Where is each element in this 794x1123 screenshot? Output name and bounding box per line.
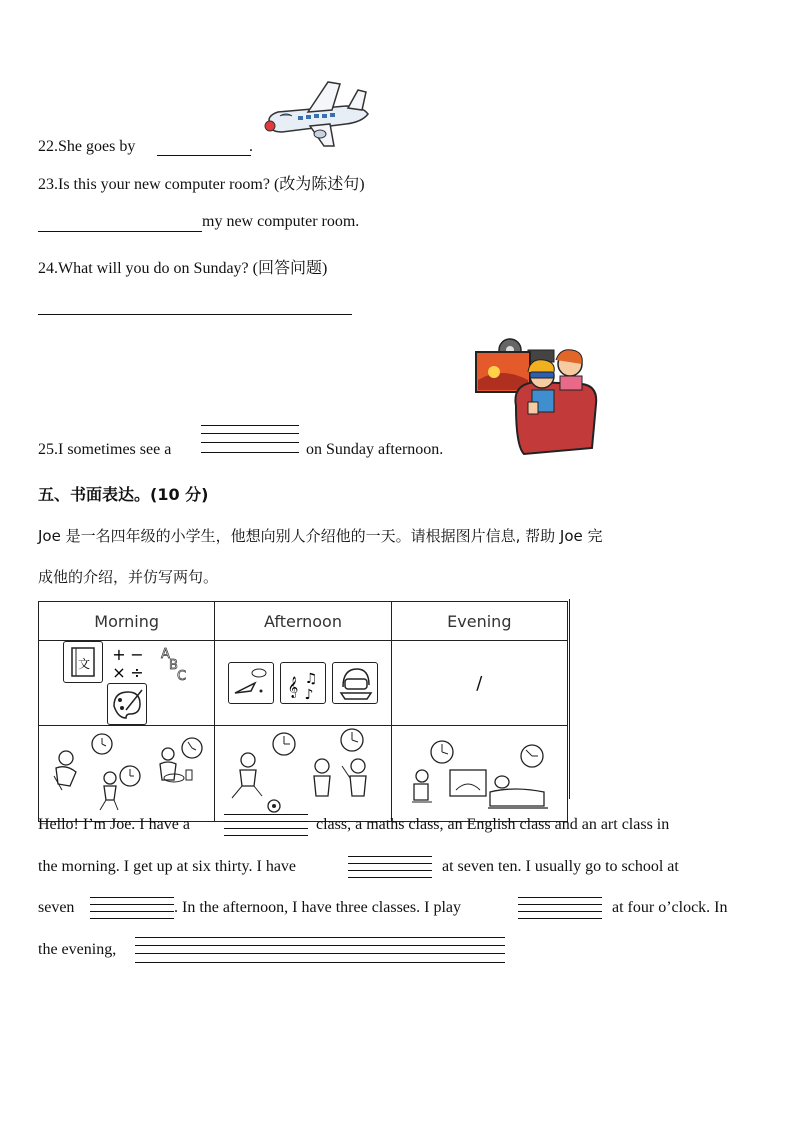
q23-answer-tail: my new computer room. (202, 213, 360, 230)
svg-text:♫: ♫ (304, 671, 318, 687)
svg-text:C: C (176, 669, 186, 682)
section-5-instruction-line1: Joe 是一名四年级的小学生，他想向别人介绍他的一天。请根据图片信息, 帮助 Joe 完 (38, 527, 603, 545)
svg-text:×: × (111, 663, 126, 682)
svg-text:A: A (160, 647, 170, 662)
question-22-text: 22.She goes by (38, 138, 136, 155)
essay-line-2b: at seven ten. I usually go to school at (442, 858, 679, 875)
q22-period: . (249, 138, 253, 155)
q23-answer-blank[interactable] (38, 231, 202, 232)
header-evening: Evening (391, 602, 567, 641)
essay-blank-1[interactable] (224, 814, 308, 836)
computer-helmet-icon (332, 662, 378, 704)
maths-symbols-icon (109, 642, 147, 682)
english-abc-icon (153, 642, 191, 682)
essay-line-2a: the morning. I get up at six thirty. I have (38, 858, 297, 875)
table-right-edge-mark (569, 599, 571, 799)
essay-line-3a: seven (38, 899, 75, 916)
evening-no-class: / (391, 641, 567, 726)
q22-answer-blank[interactable] (157, 155, 251, 156)
essay-line-1a: Hello! I’m Joe. I have a (38, 816, 190, 833)
header-afternoon: Afternoon (215, 602, 391, 641)
morning-class-icons (39, 641, 215, 726)
essay-line-3c: at four o’clock. In (612, 899, 728, 916)
music-notes-icon (280, 662, 326, 704)
question-24: 24.What will you do on Sunday? (回答问题) (38, 260, 328, 277)
airplane-illustration (258, 76, 376, 154)
essay-line-1b: class, a maths class, an English class and an art class in (316, 816, 670, 833)
svg-text:♪: ♪ (304, 687, 314, 703)
q24-answer-blank[interactable] (38, 314, 352, 315)
essay-blank-4[interactable] (518, 897, 602, 919)
svg-text:文: 文 (77, 657, 90, 671)
question-23: 23.Is this your new computer room? (改为陈述句) (38, 176, 365, 193)
movie-watching-illustration (472, 336, 602, 456)
science-rocket-icon (228, 662, 274, 704)
question-22 (38, 138, 135, 156)
essay-line-3b: . In the afternoon, I have three classes. I play (174, 899, 461, 916)
daily-schedule-table (38, 601, 568, 822)
svg-text:𝄞: 𝄞 (287, 677, 299, 698)
essay-blank-3[interactable] (90, 897, 174, 919)
afternoon-activity-icons (215, 641, 391, 726)
essay-blank-2[interactable] (348, 856, 432, 878)
svg-text:÷: ÷ (129, 663, 144, 682)
header-morning: Morning (39, 602, 215, 641)
essay-line-4a: the evening, (38, 941, 117, 958)
art-palette-icon (107, 683, 147, 725)
svg-text:−: − (129, 645, 144, 664)
essay-blank-5[interactable] (135, 937, 505, 963)
evening-routine-picture (391, 726, 567, 822)
afternoon-routine-picture (215, 726, 391, 822)
svg-text:+: + (111, 645, 126, 664)
section-5-instruction-line2: 成他的介绍，并仿写两句。 (38, 568, 219, 586)
q25-tail: on Sunday afternoon. (306, 441, 444, 458)
morning-routine-picture (39, 726, 215, 822)
q25-four-line-blank[interactable] (201, 425, 299, 455)
chinese-book-icon (63, 641, 103, 683)
question-25: 25.I sometimes see a (38, 441, 172, 458)
section-5-title: 五、书面表达。(10 分) (38, 485, 209, 504)
svg-text:B: B (168, 658, 178, 673)
